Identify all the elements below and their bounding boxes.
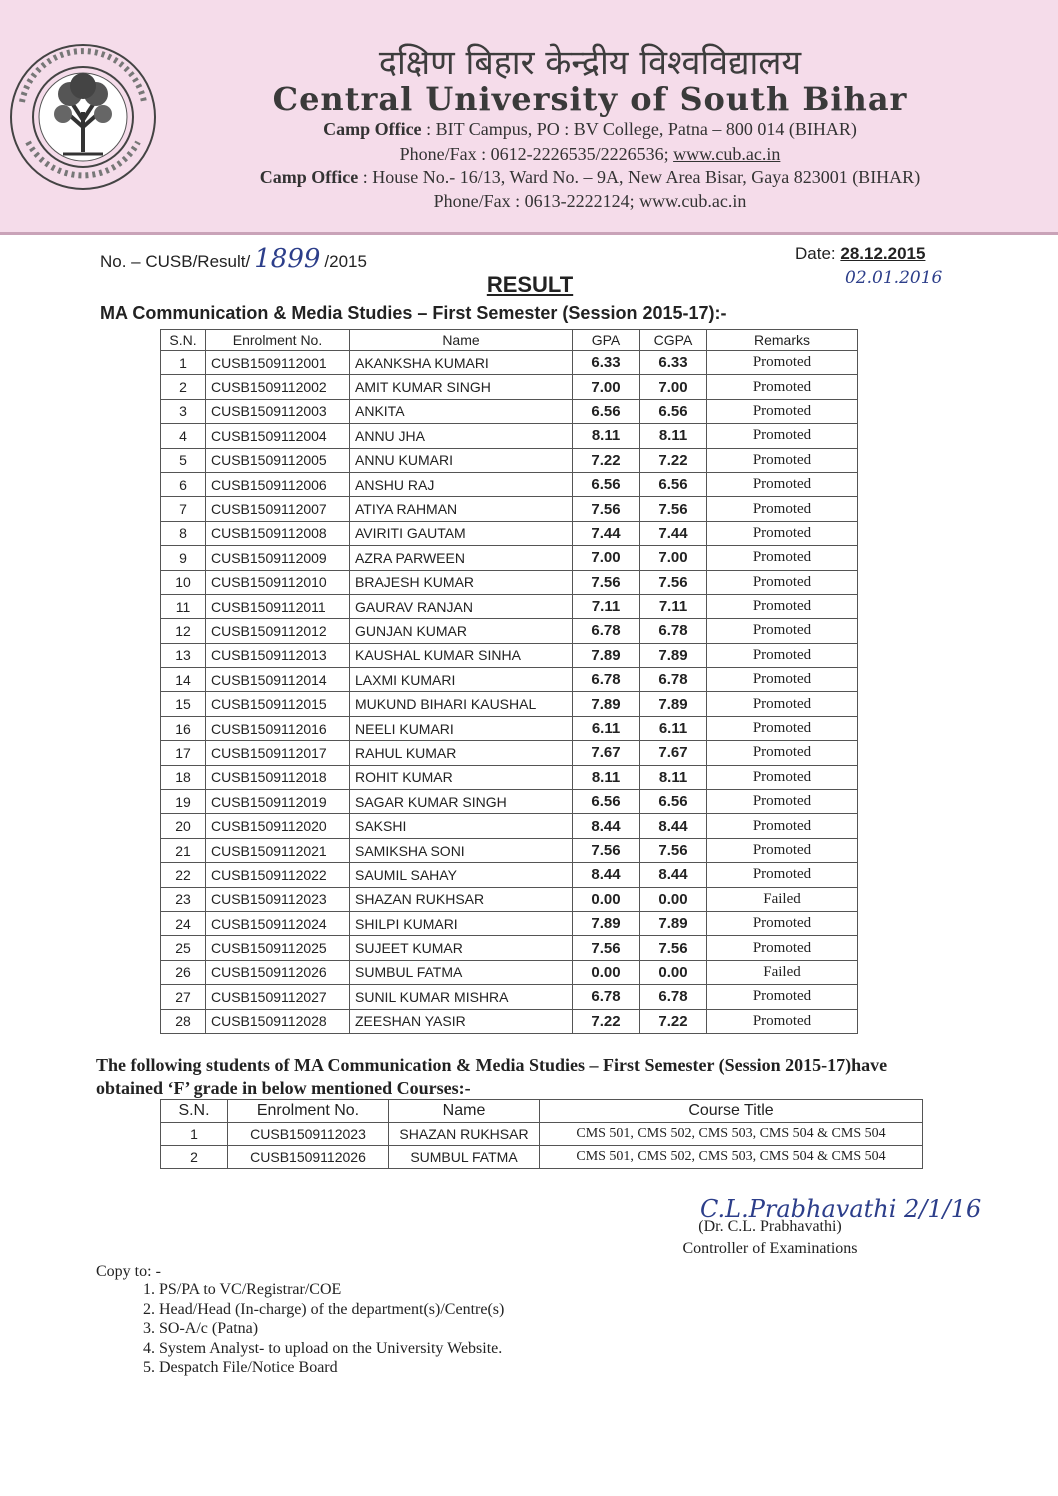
cell-sn: 15 [161,692,206,716]
cell-gpa: 7.89 [573,643,640,667]
cell-name: SUMBUL FATMA [389,1146,540,1169]
cell-gpa: 6.78 [573,985,640,1009]
table-row [161,472,858,496]
cell-remarks: Promoted [707,741,858,765]
cell-gpa: 7.11 [573,594,640,618]
cell-remarks: Promoted [707,863,858,887]
cell-remarks: Promoted [707,643,858,667]
cell-sn: 19 [161,790,206,814]
cell-enrolment: CUSB1509112008 [206,521,350,545]
cell-cgpa: 7.44 [640,521,707,545]
cell-gpa: 7.56 [573,936,640,960]
cell-name: KAUSHAL KUMAR SINHA [350,643,573,667]
cell-cgpa: 7.11 [640,594,707,618]
cell-gpa: 7.56 [573,497,640,521]
table-row [161,985,858,1009]
cell-enrolment: CUSB1509112012 [206,619,350,643]
cell-enrolment: CUSB1509112017 [206,741,350,765]
cell-gpa: 8.44 [573,863,640,887]
cell-enrolment: CUSB1509112026 [206,960,350,984]
cell-sn: 13 [161,643,206,667]
cell-enrolment: CUSB1509112004 [206,424,350,448]
cell-remarks: Promoted [707,911,858,935]
col-header-sn: S.N. [161,1100,228,1123]
fail-grade-intro: The following students of MA Communication & Media Studies – First Semester (Session 2015-17)have obtained ‘F’ grade in below mentioned Courses:- [96,1055,888,1098]
cell-gpa: 7.00 [573,375,640,399]
table-row [161,594,858,618]
col-header-name: Name [389,1100,540,1123]
cell-sn: 9 [161,546,206,570]
cell-enrolment: CUSB1509112015 [206,692,350,716]
doc-no-suffix: /2015 [324,252,367,271]
cell-name: ATIYA RAHMAN [350,497,573,521]
cell-enrolment: CUSB1509112023 [228,1123,389,1146]
cell-sn: 1 [161,1123,228,1146]
cell-sn: 10 [161,570,206,594]
cell-sn: 14 [161,668,206,692]
cell-enrolment: CUSB1509112010 [206,570,350,594]
cell-remarks: Promoted [707,375,858,399]
camp-office-gaya [170,167,1010,188]
table-row [161,1009,858,1033]
cell-gpa: 7.67 [573,741,640,765]
cell-cgpa: 7.00 [640,546,707,570]
camp-office-label: Camp Office [259,167,359,187]
cell-cgpa: 7.22 [640,448,707,472]
cell-sn: 11 [161,594,206,618]
copy-to-list [127,1280,504,1378]
cell-sn: 12 [161,619,206,643]
cell-cgpa: 8.11 [640,765,707,789]
cell-name: NEELI KUMARI [350,716,573,740]
cell-remarks: Promoted [707,838,858,862]
phone-fax-gaya: Phone/Fax : 0613-2222124; www.cub.ac.in [433,191,747,211]
table-row [161,1146,923,1169]
cell-name: SUJEET KUMAR [350,936,573,960]
col-header-name: Name [350,330,573,351]
results-table [160,329,858,1034]
table-row [161,351,858,375]
cell-gpa: 7.56 [573,838,640,862]
table-header-row [161,1100,923,1123]
cell-gpa: 0.00 [573,887,640,911]
cell-enrolment: CUSB1509112002 [206,375,350,399]
cell-remarks: Promoted [707,765,858,789]
cell-cgpa: 7.00 [640,375,707,399]
cell-gpa: 0.00 [573,960,640,984]
cell-gpa: 7.22 [573,448,640,472]
cell-enrolment: CUSB1509112022 [206,863,350,887]
cell-gpa: 7.00 [573,546,640,570]
table-row [161,399,858,423]
cell-name: ANNU KUMARI [350,448,573,472]
date-handwritten: 02.01.2016 [845,268,943,288]
cell-cgpa: 7.56 [640,570,707,594]
cell-name: SAMIKSHA SONI [350,838,573,862]
cell-remarks: Promoted [707,619,858,643]
cell-sn: 21 [161,838,206,862]
table-row [161,448,858,472]
cell-enrolment: CUSB1509112014 [206,668,350,692]
cell-sn: 2 [161,1146,228,1169]
cell-gpa: 6.78 [573,668,640,692]
table-row [161,521,858,545]
university-seal-logo [8,42,158,192]
cell-gpa: 7.89 [573,692,640,716]
table-row [161,814,858,838]
doc-no-prefix: No. – CUSB/Result/ [100,252,251,271]
col-header-sn: S.N. [161,330,206,351]
cell-sn: 25 [161,936,206,960]
cell-name: SUNIL KUMAR MISHRA [350,985,573,1009]
cell-gpa: 7.44 [573,521,640,545]
date-label: Date: [795,244,841,263]
cell-cgpa: 7.56 [640,838,707,862]
document-number [100,244,367,274]
cell-cgpa: 6.78 [640,668,707,692]
table-row [161,424,858,448]
cell-gpa: 8.11 [573,424,640,448]
cell-remarks: Promoted [707,448,858,472]
cell-remarks: Promoted [707,424,858,448]
handwritten-signature: C.L.Prabhavathi 2/1/16 [700,1195,982,1223]
cell-name: ROHIT KUMAR [350,765,573,789]
cell-remarks: Promoted [707,594,858,618]
cell-enrolment: CUSB1509112016 [206,716,350,740]
cell-gpa: 7.22 [573,1009,640,1033]
cell-remarks: Promoted [707,1009,858,1033]
cell-enrolment: CUSB1509112026 [228,1146,389,1169]
cell-enrolment: CUSB1509112021 [206,838,350,862]
cell-cgpa: 7.89 [640,911,707,935]
table-row [161,375,858,399]
camp-office-label: Camp Office [323,119,422,139]
cell-cgpa: 8.44 [640,814,707,838]
table-header-row [161,330,858,351]
cell-enrolment: CUSB1509112005 [206,448,350,472]
cell-sn: 24 [161,911,206,935]
cell-gpa: 6.56 [573,399,640,423]
table-row [161,692,858,716]
cell-enrolment: CUSB1509112009 [206,546,350,570]
camp-office-address: : BIT Campus, PO : BV College, Patna – 800 014 (BIHAR) [421,119,857,139]
cell-sn: 27 [161,985,206,1009]
table-row [161,619,858,643]
list-item: 2. Head/Head (In-charge) of the department(s)/Centre(s) [159,1300,504,1320]
col-header-enrolment: Enrolment No. [228,1100,389,1123]
list-item: 5. Despatch File/Notice Board [159,1358,504,1378]
cell-name: ZEESHAN YASIR [350,1009,573,1033]
cell-name: ANKITA [350,399,573,423]
cell-gpa: 6.56 [573,790,640,814]
cell-enrolment: CUSB1509112023 [206,887,350,911]
table-row [161,643,858,667]
cell-remarks: Promoted [707,351,858,375]
cell-gpa: 8.44 [573,814,640,838]
col-header-cgpa: CGPA [640,330,707,351]
cell-sn: 2 [161,375,206,399]
date-value: 28.12.2015 [840,244,926,263]
program-title: MA Communication & Media Studies – First Semester (Session 2015-17):- [100,303,727,323]
cell-enrolment: CUSB1509112019 [206,790,350,814]
table-row [161,716,858,740]
cell-remarks: Failed [707,960,858,984]
cell-cgpa: 0.00 [640,960,707,984]
table-row [161,960,858,984]
cell-name: SHAZAN RUKHSAR [389,1123,540,1146]
cell-sn: 23 [161,887,206,911]
table-row [161,790,858,814]
table-row [161,497,858,521]
cell-name: BRAJESH KUMAR [350,570,573,594]
cell-enrolment: CUSB1509112025 [206,936,350,960]
cell-sn: 28 [161,1009,206,1033]
cell-name: AKANKSHA KUMARI [350,351,573,375]
cell-gpa: 7.56 [573,570,640,594]
cell-name: SHAZAN RUKHSAR [350,887,573,911]
cell-course-title: CMS 501, CMS 502, CMS 503, CMS 504 & CMS 504 [540,1123,923,1146]
phone-fax-patna [170,144,1010,165]
cell-cgpa: 7.67 [640,741,707,765]
table-row [161,838,858,862]
cell-course-title: CMS 501, CMS 502, CMS 503, CMS 504 & CMS 504 [540,1146,923,1169]
cell-cgpa: 7.22 [640,1009,707,1033]
list-item: 4. System Analyst- to upload on the University Website. [159,1339,504,1359]
cell-enrolment: CUSB1509112007 [206,497,350,521]
cell-name: GAURAV RANJAN [350,594,573,618]
table-row [161,936,858,960]
cell-name: SAGAR KUMAR SINGH [350,790,573,814]
cell-name: SAKSHI [350,814,573,838]
cell-sn: 3 [161,399,206,423]
cell-remarks: Promoted [707,716,858,740]
cell-cgpa: 6.56 [640,399,707,423]
cell-sn: 22 [161,863,206,887]
university-name-hindi: दक्षिण बिहार केन्द्रीय विश्वविद्यालय [378,43,802,83]
table-row [161,863,858,887]
cell-gpa: 6.33 [573,351,640,375]
cell-name: SAUMIL SAHAY [350,863,573,887]
cell-remarks: Promoted [707,472,858,496]
cell-remarks: Promoted [707,692,858,716]
cell-remarks: Promoted [707,936,858,960]
cell-sn: 5 [161,448,206,472]
cell-name: MUKUND BIHARI KAUSHAL [350,692,573,716]
cell-gpa: 6.11 [573,716,640,740]
cell-gpa: 6.78 [573,619,640,643]
result-title: RESULT [486,272,574,297]
col-header-course-title: Course Title [540,1100,923,1123]
col-header-remarks: Remarks [707,330,858,351]
table-row [161,911,858,935]
table-row [161,765,858,789]
website-link[interactable]: www.cub.ac.in [673,144,781,164]
list-item: 3. SO-A/c (Patna) [159,1319,504,1339]
table-row [161,570,858,594]
phone-fax-text: Phone/Fax : 0612-2226535/2226536; [399,144,674,164]
cell-name: LAXMI KUMARI [350,668,573,692]
list-item: 1. PS/PA to VC/Registrar/COE [159,1280,504,1300]
cell-remarks: Promoted [707,668,858,692]
table-row [161,668,858,692]
signatory-designation: Controller of Examinations [682,1240,858,1257]
cell-sn: 4 [161,424,206,448]
cell-remarks: Promoted [707,399,858,423]
cell-name: ANSHU RAJ [350,472,573,496]
camp-office-address: : House No.- 16/13, Ward No. – 9A, New Area Bisar, Gaya 823001 (BIHAR) [358,167,921,187]
cell-cgpa: 8.44 [640,863,707,887]
cell-remarks: Failed [707,887,858,911]
table-row [161,1123,923,1146]
cell-cgpa: 7.56 [640,936,707,960]
cell-sn: 17 [161,741,206,765]
copy-to-label: Copy to: - [96,1263,161,1280]
cell-remarks: Promoted [707,790,858,814]
doc-no-handwritten: 1899 [254,244,321,274]
cell-remarks: Promoted [707,546,858,570]
cell-sn: 6 [161,472,206,496]
cell-sn: 7 [161,497,206,521]
cell-name: RAHUL KUMAR [350,741,573,765]
col-header-gpa: GPA [573,330,640,351]
cell-remarks: Promoted [707,497,858,521]
cell-enrolment: CUSB1509112003 [206,399,350,423]
cell-enrolment: CUSB1509112028 [206,1009,350,1033]
cell-cgpa: 7.89 [640,692,707,716]
cell-gpa: 7.89 [573,911,640,935]
cell-sn: 8 [161,521,206,545]
cell-cgpa: 6.11 [640,716,707,740]
cell-name: AZRA PARWEEN [350,546,573,570]
cell-sn: 26 [161,960,206,984]
table-row [161,741,858,765]
cell-enrolment: CUSB1509112001 [206,351,350,375]
table-row [161,546,858,570]
cell-name: AVIRITI GAUTAM [350,521,573,545]
cell-enrolment: CUSB1509112006 [206,472,350,496]
cell-cgpa: 6.56 [640,472,707,496]
cell-enrolment: CUSB1509112011 [206,594,350,618]
cell-sn: 20 [161,814,206,838]
cell-remarks: Promoted [707,570,858,594]
camp-office-patna [170,119,1010,140]
cell-cgpa: 6.78 [640,985,707,1009]
cell-sn: 1 [161,351,206,375]
cell-name: ANNU JHA [350,424,573,448]
cell-cgpa: 6.56 [640,790,707,814]
cell-enrolment: CUSB1509112027 [206,985,350,1009]
cell-enrolment: CUSB1509112013 [206,643,350,667]
fail-grade-table [160,1099,923,1169]
cell-cgpa: 7.89 [640,643,707,667]
signatory-name: (Dr. C.L. Prabhavathi) [698,1218,842,1235]
cell-gpa: 6.56 [573,472,640,496]
letterhead-divider [0,232,1058,235]
cell-enrolment: CUSB1509112018 [206,765,350,789]
cell-remarks: Promoted [707,985,858,1009]
cell-cgpa: 8.11 [640,424,707,448]
col-header-enrolment: Enrolment No. [206,330,350,351]
fail-grade-table-body [161,1123,923,1169]
table-row [161,887,858,911]
document-date [795,244,925,264]
results-table-body [161,351,858,1034]
cell-name: SHILPI KUMARI [350,911,573,935]
cell-gpa: 8.11 [573,765,640,789]
cell-enrolment: CUSB1509112024 [206,911,350,935]
cell-remarks: Promoted [707,521,858,545]
cell-name: SUMBUL FATMA [350,960,573,984]
cell-cgpa: 6.33 [640,351,707,375]
cell-enrolment: CUSB1509112020 [206,814,350,838]
cell-name: GUNJAN KUMAR [350,619,573,643]
cell-sn: 16 [161,716,206,740]
cell-cgpa: 0.00 [640,887,707,911]
cell-sn: 18 [161,765,206,789]
cell-cgpa: 6.78 [640,619,707,643]
cell-cgpa: 7.56 [640,497,707,521]
university-name-english: Central University of South Bihar [272,80,908,118]
cell-name: AMIT KUMAR SINGH [350,375,573,399]
cell-remarks: Promoted [707,814,858,838]
